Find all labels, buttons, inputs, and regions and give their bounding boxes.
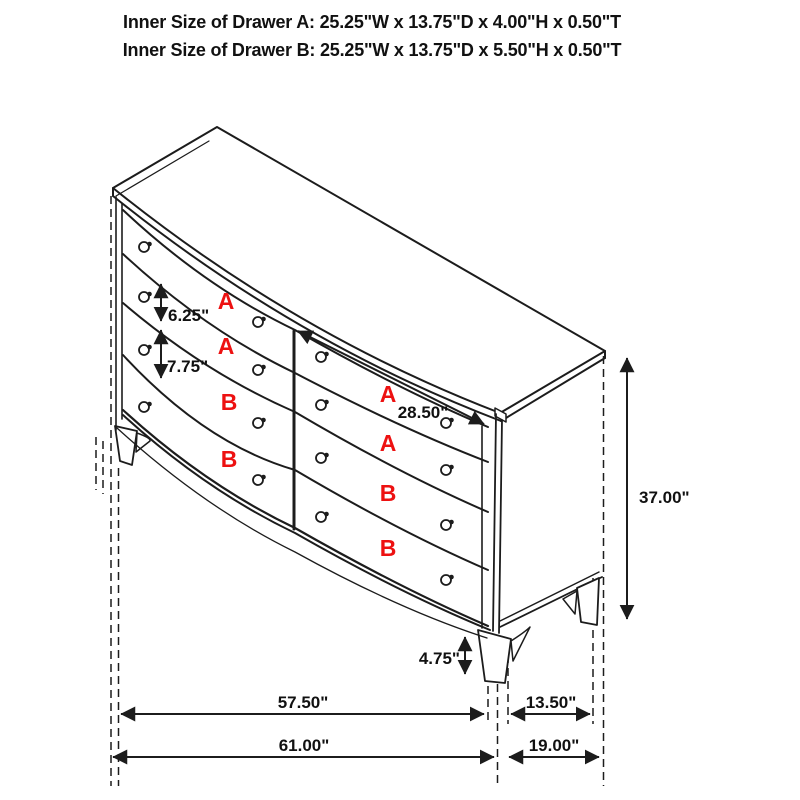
drawer-label-a2-right: A bbox=[379, 430, 397, 456]
label-drawer-a-height: 6.25" bbox=[168, 306, 210, 325]
panel-front-edge-2 bbox=[499, 420, 502, 633]
title-line-drawer-a: Inner Size of Drawer A: 25.25"W x 13.75"D x 4.00"H x 0.50"T bbox=[123, 12, 621, 32]
drawer-label-b1-left: B bbox=[220, 389, 238, 415]
drawer-label-a1-left: A bbox=[217, 288, 235, 314]
drawer-knob-icon bbox=[316, 512, 329, 522]
drawer-label-a1-right: A bbox=[379, 381, 397, 407]
drawer-knob-icon bbox=[139, 242, 152, 252]
label-case-depth: 13.50" bbox=[525, 693, 577, 712]
drawer-knob-icon bbox=[316, 352, 329, 362]
front-right-leg-bracket bbox=[511, 627, 530, 661]
front-left-leg bbox=[115, 426, 137, 465]
drawer-knob-icon bbox=[253, 418, 266, 428]
label-case-width: 57.50" bbox=[277, 693, 329, 712]
label-overall-depth: 19.00" bbox=[528, 736, 580, 755]
dresser-top bbox=[113, 127, 605, 422]
drawer-label-b2-left: B bbox=[220, 446, 238, 472]
label-leg-height: 4.75" bbox=[418, 649, 460, 668]
panel-front-edge bbox=[493, 414, 496, 631]
drawer-label-b1-right: B bbox=[379, 480, 397, 506]
back-right-leg bbox=[577, 578, 599, 625]
drawer-knob-icon bbox=[139, 345, 152, 355]
front-right-leg bbox=[478, 630, 511, 683]
drawer-knob-icon bbox=[139, 292, 152, 302]
drawer-knob-icon bbox=[441, 575, 454, 585]
bottom-rail-outer bbox=[123, 410, 488, 626]
drawer-knob-icon bbox=[253, 365, 266, 375]
drawer-label-a2-left: A bbox=[217, 333, 235, 359]
drawer-knob-icon bbox=[316, 400, 329, 410]
drawer-knob-icon bbox=[316, 453, 329, 463]
drawer-label-b2-right: B bbox=[379, 535, 397, 561]
label-drawer-opening-width: 28.50" bbox=[397, 403, 449, 422]
drawer-knob-icon bbox=[441, 465, 454, 475]
label-overall-height: 37.00" bbox=[639, 488, 690, 507]
drawer-divider-rail-3 bbox=[123, 355, 488, 570]
drawer-knob-icon bbox=[253, 475, 266, 485]
drawer-knob-icon bbox=[139, 402, 152, 412]
drawer-knob-icon bbox=[441, 520, 454, 530]
label-overall-width: 61.00" bbox=[278, 736, 330, 755]
label-drawer-b-height: 7.75" bbox=[167, 357, 209, 376]
title-line-drawer-b: Inner Size of Drawer B: 25.25"W x 13.75"D x 5.50"H x 0.50"T bbox=[122, 40, 622, 60]
bottom-rail-inner bbox=[123, 415, 490, 630]
drawer-knob-icon bbox=[253, 317, 266, 327]
